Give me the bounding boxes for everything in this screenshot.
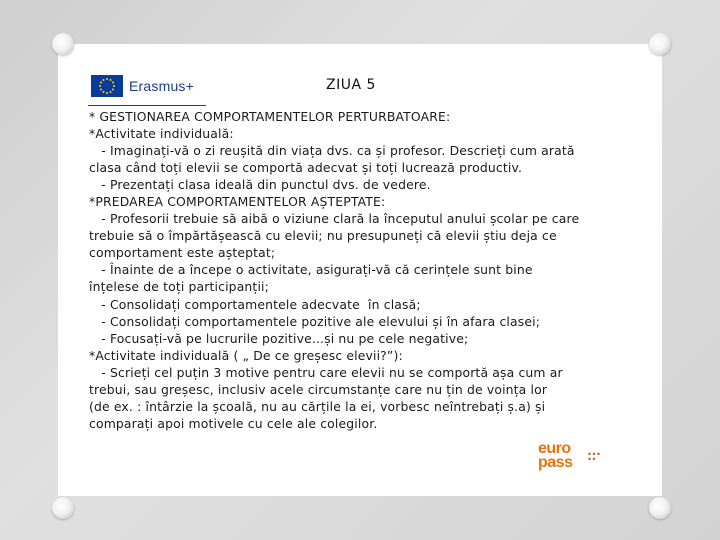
body-line: comparați apoi motivele cu cele ale colegilor. bbox=[89, 415, 378, 431]
pin-icon bbox=[52, 33, 74, 55]
pin-icon bbox=[649, 33, 671, 55]
body-line: *Activitate individuală ( „ De ce greșesc elevii?”): bbox=[89, 347, 403, 363]
europass-tagline: ▪ ▪ ▪ ▪ ▪ bbox=[588, 452, 601, 462]
body-line: comportament este așteptat; bbox=[89, 245, 276, 261]
body-line: trebui, sau greșesc, inclusiv acele circumstanțe care nu țin de voința lor bbox=[89, 381, 548, 397]
body-line: înțelese de toți participanții; bbox=[89, 279, 269, 295]
page-title: ZIUA 5 bbox=[326, 77, 376, 93]
europass-word-line: euro bbox=[538, 440, 571, 457]
eu-flag-icon bbox=[91, 75, 123, 97]
body-line: * GESTIONAREA COMPORTAMENTELOR PERTURBATOARE: bbox=[89, 109, 451, 124]
body-line: trebuie să o împărtășească cu elevii; nu presupuneți că elevii știu deja ce bbox=[89, 228, 557, 244]
body-text bbox=[89, 108, 649, 432]
body-line: - Prezentați clasa ideală din punctul dvs. de vedere. bbox=[89, 177, 431, 193]
body-line: - Înainte de a începe o activitate, asigurați-vă că cerințele sunt bine bbox=[89, 262, 533, 278]
body-line: - Profesorii trebuie să aibă o viziune clară la începutul anului școlar pe care bbox=[89, 211, 580, 227]
body-line: (de ex. : întârzie la școală, nu au cărțile la ei, vorbesc neîntrebați ș.a) și bbox=[89, 398, 546, 414]
europass-logo bbox=[538, 440, 620, 476]
body-line: clasa când toți elevii se comportă adecvat și toți lucrează productiv. bbox=[89, 160, 523, 176]
body-line: - Imaginați-vă o zi reușită din viața dvs. ca și profesor. Descrieți cum arată bbox=[89, 143, 575, 159]
europass-wordmark bbox=[538, 442, 572, 470]
body-line: *PREDAREA COMPORTAMENTELOR AȘTEPTATE: bbox=[89, 194, 386, 210]
pin-icon bbox=[649, 497, 671, 519]
body-line: - Consolidați comportamentele pozitive ale elevului și în afara clasei; bbox=[89, 313, 541, 329]
body-line: - Consolidați comportamentele adecvate în clasă; bbox=[89, 296, 421, 312]
body-line: - Scrieți cel puțin 3 motive pentru care elevii nu se comportă așa cum ar bbox=[89, 364, 563, 380]
body-line: *Activitate individuală: bbox=[89, 126, 234, 142]
body-line: - Focusați-vă pe lucrurile pozitive...și nu pe cele negative; bbox=[89, 330, 469, 346]
europass-word-line: pass bbox=[538, 454, 573, 471]
erasmus-logo bbox=[88, 67, 206, 106]
pin-icon bbox=[52, 497, 74, 519]
erasmus-wordmark: Erasmus+ bbox=[129, 78, 195, 94]
